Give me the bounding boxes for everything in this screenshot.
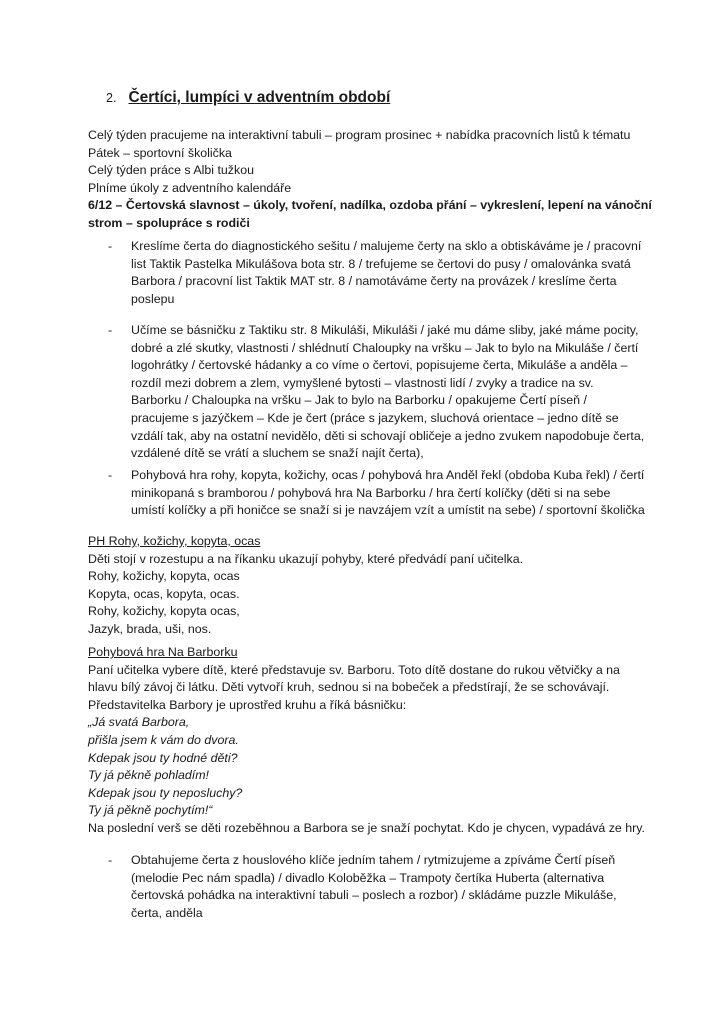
game-rohy-section <box>88 533 688 639</box>
bullet-dash: - <box>108 853 113 867</box>
intro-line: Plníme úkoly z adventního kalendáře <box>88 180 292 195</box>
bullet-line: (melodie Pec nám spadla) / divadlo Koloběžka – Trampoty čertíka Huberta (alternativa <box>131 870 605 885</box>
game-barborka-closing: Na poslední verš se děti rozeběhnou a Barbora se je snaží pochytat. Kdo je chycen, vypadává ze hry. <box>88 820 645 835</box>
bullet-dash: - <box>108 239 113 253</box>
intro-bold-line: 6/12 – Čertovská slavnost – úkoly, tvoření, nadílka, ozdoba přání – vykreslení, lepení na vánoční <box>88 198 652 213</box>
bullet-line: Kreslíme čerta do diagnostického sešitu / malujeme čerty na sklo a obtiskáváme je / pracovní <box>131 239 642 253</box>
game-barborka-title: Pohybová hra Na Barborku <box>88 645 238 659</box>
bullet-text <box>131 238 651 308</box>
game-rohy-title: PH Rohy, kožichy, kopyta, ocas <box>88 534 261 548</box>
bullet-line: list Taktik Pastelka Mikulášova bota str. 8 / trefujeme se čertovi do pusy / omalovánka svatá <box>131 256 631 271</box>
bullet-line: umístí kolíčky a při honičce se snaží si je navzájem vzít a umístit na sebe) / sportovní školička <box>131 503 645 518</box>
game-rohy-line: Jazyk, brada, uši, nos. <box>88 621 212 636</box>
bullet-line: poslepu <box>131 291 175 306</box>
bullet-text <box>131 322 651 463</box>
bullet-line: vzdálené dítě se vrátí a sluchem se snaží najít čerta), <box>131 446 424 461</box>
bullet-line: Barborku / Chaloupka na vršku – Jak to bylo na Barborku / opakujeme Čertí píseň / <box>131 393 587 408</box>
game-barborka-section <box>88 644 688 838</box>
intro-paragraph <box>88 127 688 233</box>
poem-line: Ty já pěkně pochytím!“ <box>88 803 213 818</box>
intro-line: Pátek – sportovní školička <box>88 145 232 160</box>
section-heading <box>106 88 390 108</box>
intro-line: Celý týden pracujeme na interaktivní tabuli – program prosinec + nabídka pracovních listů k tématu <box>88 128 631 142</box>
poem-line: Ty já pěkně pohladím! <box>88 768 209 783</box>
game-rohy-line: Rohy, kožichy, kopyta, ocas <box>88 569 240 584</box>
bullet-line: Učíme se básničku z Taktiku str. 8 Mikuláši, Mikuláši / jaké mu dáme sliby, jaké máme pocity, <box>131 323 639 337</box>
bullet-line: Pohybová hra rohy, kopyta, kožichy, ocas / pohybová hra Anděl řekl (obdoba Kuba řekl) / čertí <box>131 468 645 482</box>
poem-line: Kdepak jsou ty hodné děti? <box>88 750 238 765</box>
intro-line: Celý týden práce s Albi tužkou <box>88 163 254 178</box>
game-rohy-line: Kopyta, ocas, kopyta, ocas. <box>88 586 240 601</box>
bullet-dash: - <box>108 323 113 337</box>
bullet-line: Barbora / pracovní list Taktik MAT str. 8 / namotáváme čerty na provázek / kreslíme čerta <box>131 274 617 289</box>
bullet-text <box>131 852 651 922</box>
bullet-line: čerta, anděla <box>131 905 203 920</box>
game-rohy-line: Děti stojí v rozestupu a na říkanku ukazují pohyby, které předvádí paní učitelka. <box>88 551 524 566</box>
bullet-line: čertovská pohádka na interaktivní tabuli – poslech a rozbor) / skládáme puzzle Mikuláše, <box>131 888 617 903</box>
bullet-line: vzdálí tak, aby na ostatní nevidělo, děti si schovají obličeje a jedno zvukem napodobuje čerta, <box>131 428 645 443</box>
game-rohy-line: Rohy, kožichy, kopyta ocas, <box>88 604 240 619</box>
game-barborka-line: hlavu bílý závoj či látku. Děti vytvoří kruh, sednou si na bobeček a předstírají, že se schovávají. <box>88 680 610 695</box>
bullet-line: rozdíl mezi dobrem a zlem, vymyšlené bytosti – vlastnosti lidí / zvyky a tradice na sv. <box>131 375 594 390</box>
bullet-line: Obtahujeme čerta z houslového klíče jedním tahem / rytmizujeme a zpíváme Čertí píseň <box>131 853 616 867</box>
bullet-line: pracujeme s jazýčkem – Kde je čert (práce s jazykem, sluchová orientace – jedno dítě se <box>131 410 619 425</box>
poem-line: Kdepak jsou ty neposluchy? <box>88 785 243 800</box>
bullet-line: dobré a zlé skutky, vlastnosti / shlédnutí Chaloupky na vršku – Jak to bylo na Mikuláše / čertí <box>131 340 639 355</box>
bullet-line: logohrátky / čertovské hádanky a co víme o čertovi, popisujeme čerta, Mikuláše a anděla – <box>131 358 628 373</box>
intro-bold-line: strom – spolupráce s rodiči <box>88 215 250 230</box>
poem-line: „Já svatá Barbora, <box>88 715 190 730</box>
poem-line: přišla jsem k vám do dvora. <box>88 732 239 747</box>
game-barborka-line: Paní učitelka vybere dítě, které představuje sv. Barboru. Toto dítě dostane do rukou větvičky a na <box>88 662 620 677</box>
bullet-dash: - <box>108 468 113 482</box>
section-title: Čertíci, lumpíci v adventním období <box>128 89 391 106</box>
game-barborka-line: Představitelka Barbory je uprostřed kruhu a říká básničku: <box>88 697 407 712</box>
bullet-text <box>131 467 651 520</box>
section-number: 2. <box>106 91 117 105</box>
bullet-line: minikopaná s bramborou / pohybová hra Na Barborku / hra čertí kolíčky (děti si na sebe <box>131 485 611 500</box>
